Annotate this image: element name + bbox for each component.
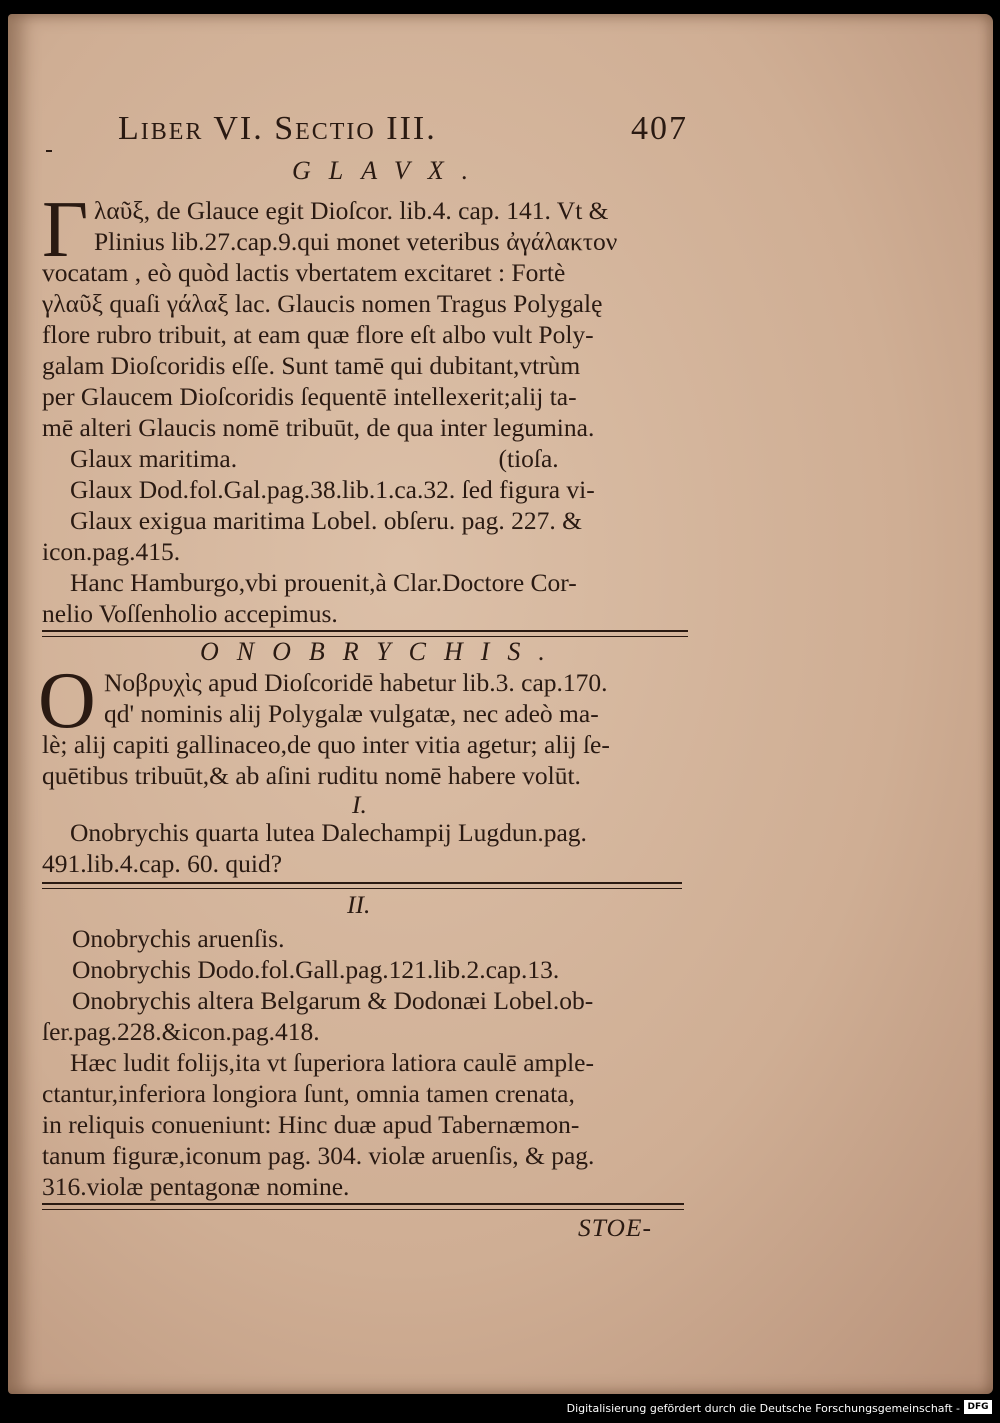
glaux-entry-3: Glaux exigua maritima Lobel. obſeru. pag. 227. & xyxy=(70,506,582,535)
part2-line-5: Hæc ludit folijs,ita vt ſuperiora latiora caulē ample- xyxy=(70,1048,594,1077)
part2-line-3: Onobrychis altera Belgarum & Dodonæi Lobel.ob- xyxy=(72,986,594,1015)
part1-line-1: Onobrychis quarta lutea Dalechampij Lugdun.pag. xyxy=(70,818,587,847)
part2-line-7: in reliquis conueniunt: Hinc duæ apud Tabernæmon- xyxy=(42,1110,580,1139)
glaux-line-7: per Glaucem Dioſcoridis ſequentē intellexerit;alij ta- xyxy=(42,382,577,411)
glaux-entry-5: Hanc Hamburgo,vbi prouenit,à Clar.Doctore Cor- xyxy=(70,568,577,597)
part1-line-2: 491.lib.4.cap. 60. quid? xyxy=(42,849,283,878)
section-divider-3 xyxy=(42,1203,684,1210)
header-title: Liber VI. Sectio III. xyxy=(118,110,437,147)
drop-cap-gamma: Γ xyxy=(42,186,89,274)
glaux-line-8: mē alteri Glaucis nomē tribuūt, de qua inter legumina. xyxy=(42,413,595,442)
running-header xyxy=(118,110,688,154)
section-title-onobrychis: ONOBRYCHIS. xyxy=(200,637,563,666)
footer-bar xyxy=(0,1394,1000,1423)
part2-line-6: ctantur,inferiora longiora ſunt, omnia tamen crenata, xyxy=(42,1079,575,1108)
glaux-entry-6: nelio Voſſenholio accepimus. xyxy=(42,599,338,628)
onobrychis-line-3: lè; alij capiti gallinaceo,de quo inter vitia agetur; alij ſe- xyxy=(42,730,610,759)
part2-line-1: Onobrychis aruenſis. xyxy=(72,924,285,953)
glaux-line-2: Plinius lib.27.cap.9.qui monet veteribus ἀγάλακτον xyxy=(94,227,618,256)
numeral-2: II. xyxy=(347,890,371,919)
section-title-glaux: GLAVX. xyxy=(292,156,487,185)
glaux-line-3: vocatam , eò quòd lactis vbertatem excitaret : Fortè xyxy=(42,258,566,287)
part2-line-4: ſer.pag.228.&icon.pag.418. xyxy=(42,1017,320,1046)
part2-line-8: tanum figuræ,iconum pag. 304. violæ aruenſis, & pag. xyxy=(42,1141,595,1170)
section-divider-2 xyxy=(42,882,682,889)
onobrychis-line-4: quētibus tribuūt,& ab aſini ruditu nomē habere volūt. xyxy=(42,761,581,790)
dfg-logo-icon: DFG xyxy=(964,1400,992,1414)
margin-mark xyxy=(46,150,52,152)
glaux-line-6: galam Dioſcoridis eſſe. Sunt tamē qui dubitant,vtrùm xyxy=(42,351,581,380)
glaux-entry-4: icon.pag.415. xyxy=(42,537,181,566)
footer-credit: Digitalisierung gefördert durch die Deutsche Forschungsgemeinschaft - xyxy=(566,1402,960,1415)
drop-cap-o: O xyxy=(38,657,96,745)
onobrychis-line-1: Νοβρυχὶς apud Dioſcoridē habetur lib.3. cap.170. xyxy=(104,668,608,697)
onobrychis-line-2: qd' nominis alij Polygalæ vulgatæ, nec adeò ma- xyxy=(104,699,599,728)
numeral-1: I. xyxy=(352,790,367,819)
glaux-entry-1: Glaux maritima. (tioſa. xyxy=(70,444,559,473)
catchword: STOE- xyxy=(578,1213,652,1242)
glaux-line-1: λαῦξ, de Glauce egit Dioſcor. lib.4. cap. 141. Vt & xyxy=(94,196,609,225)
part2-line-2: Onobrychis Dodo.fol.Gall.pag.121.lib.2.cap.13. xyxy=(72,955,560,984)
glaux-line-4: γλαῦξ quaſi γάλαξ lac. Glaucis nomen Tragus Polygalę xyxy=(42,289,603,318)
part2-line-9: 316.violæ pentagonæ nomine. xyxy=(42,1172,350,1201)
glaux-line-5: flore rubro tribuit, at eam quæ flore eſt albo vult Poly- xyxy=(42,320,594,349)
page-number: 407 xyxy=(631,110,688,147)
section-divider-1 xyxy=(42,630,688,637)
glaux-entry-2: Glaux Dod.fol.Gal.pag.38.lib.1.ca.32. ſed figura vi- xyxy=(70,475,595,504)
